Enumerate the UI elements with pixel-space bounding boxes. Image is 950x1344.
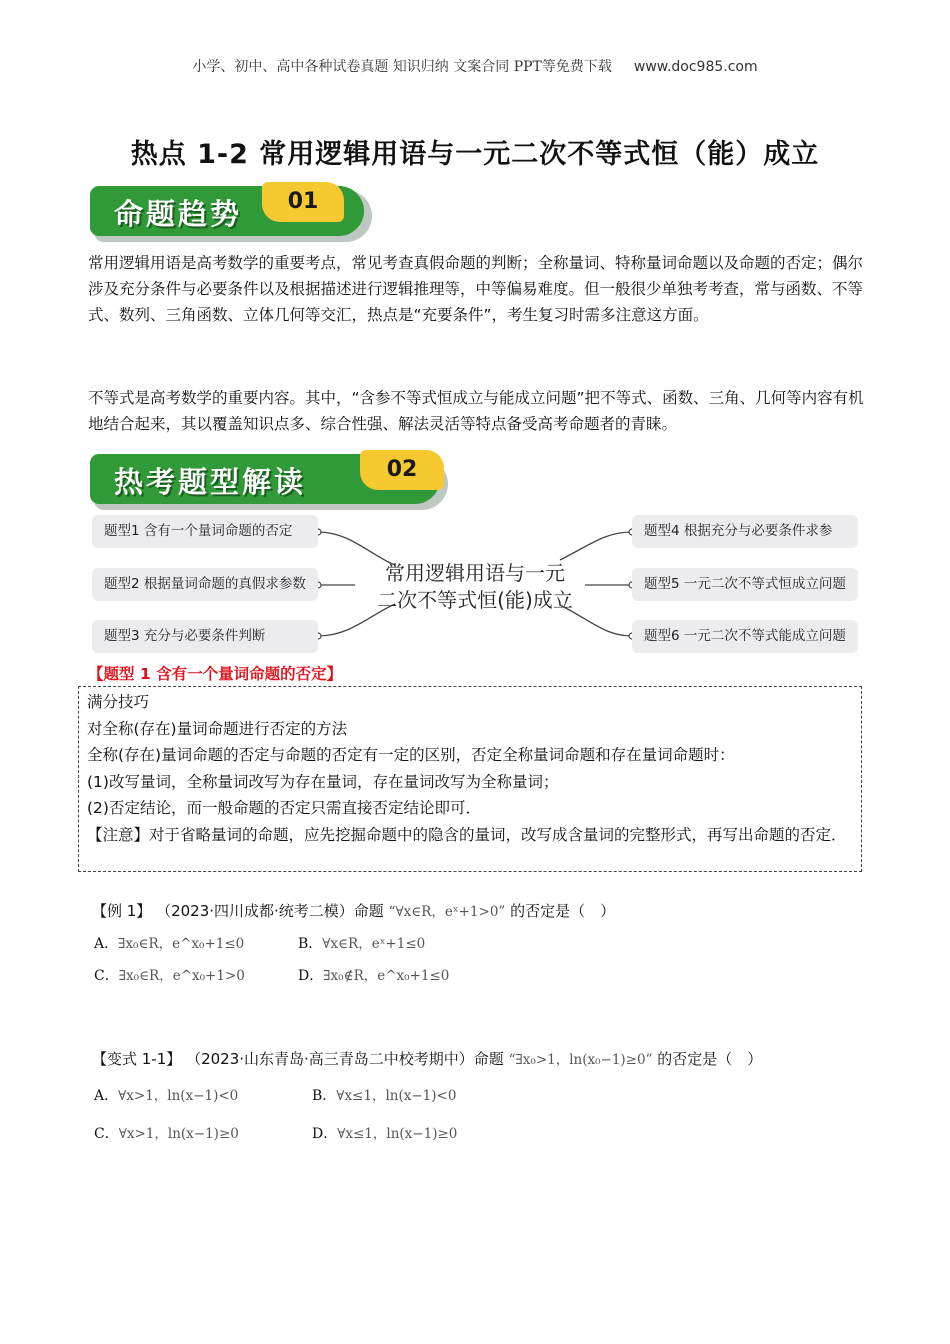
mindmap-node-type5: 题型5 一元二次不等式恒成立问题 [632, 568, 858, 601]
mindmap-node-type3: 题型3 充分与必要条件判断 [92, 620, 318, 653]
mindmap-node-type6: 题型6 一元二次不等式能成立问题 [632, 620, 858, 653]
tips-line: 对全称(存在)量词命题进行否定的方法 [87, 719, 348, 738]
variant1-option-c[interactable]: C．∀x>1，ln(x−1)≥0 [94, 1126, 239, 1142]
variant1-option-a[interactable]: A．∀x>1，ln(x−1)<0 [94, 1088, 239, 1104]
page-title: 热点 1-2 常用逻辑用语与一元二次不等式恒（能）成立 [130, 139, 820, 170]
intro-paragraph-2: 不等式是高考数学的重要内容。其中，“含参不等式恒成立与能成立问题”把不等式、函数、三角、几何等内容有机地结合起来，其以覆盖知识点多、综合性强、解法灵活等特点备受高考命题者的青睐。 [88, 389, 864, 433]
mindmap-node-type2: 题型2 根据量词命题的真假求参数 [92, 568, 318, 601]
banner-trend-label: 命题趋势 [114, 197, 243, 231]
variant1-tag: 【变式 1-1】 [92, 1050, 182, 1068]
example1-option-b[interactable]: B．∀x∈R，eˣ+1≤0 [298, 936, 426, 952]
mindmap-center-line2: 二次不等式恒(能)成立 [377, 588, 573, 612]
header-url[interactable]: www.doc985.com [633, 59, 758, 75]
variant1-option-b[interactable]: B．∀x≤1，ln(x−1)<0 [312, 1088, 457, 1104]
variant1-source: （2023·山东青岛·高三青岛二中校考期中）命题 [186, 1050, 504, 1068]
mindmap-center-line1: 常用逻辑用语与一元 [385, 561, 565, 585]
example1-option-d[interactable]: D．∃x₀∉R，e^x₀+1≤0 [298, 968, 450, 984]
tips-note: 【注意】对于省略量词的命题，应先挖掘命题中的隐含的量词，改写成含量词的完整形式，再写出命题的否定． [87, 825, 847, 844]
mindmap-center [360, 560, 590, 614]
banner-trend-number: 01 [262, 182, 344, 222]
section-heading-type1: 【题型 1 含有一个量词命题的否定】 [88, 665, 343, 683]
intro-paragraph-1: 常用逻辑用语是高考数学的重要考点，常见考查真假命题的判断；全称量词、特称量词命题以及命题的否定；偶尔涉及充分条件与必要条件以及根据描述进行逻辑推理等，中等偏易难度。但一般很少单独考考查，常与函数、不等式、数列、三角函数、立体几何等交汇，热点是“充要条件”，考生复习时需多注意这方面。 [88, 254, 864, 324]
example1-stem [92, 900, 615, 921]
tips-line: (1)改写量词，全称量词改写为存在量词，存在量词改写为全称量词； [87, 772, 559, 791]
variant1-option-d[interactable]: D．∀x≤1，ln(x−1)≥0 [312, 1126, 458, 1142]
example1-option-a[interactable]: A．∃x₀∈R，e^x₀+1≤0 [94, 936, 245, 952]
tips-line: 全称(存在)量词命题的否定与命题的否定有一定的区别，否定全称量词命题和存在量词命题时： [87, 746, 735, 764]
example1-suffix: 的否定是（ ） [510, 902, 616, 920]
banner-hot-types-number: 02 [360, 450, 444, 490]
variant1-proposition: “∃x₀>1，ln(x₀−1)≥0” [508, 1052, 653, 1068]
mindmap-node-type1: 题型1 含有一个量词命题的否定 [92, 515, 318, 548]
tips-title: 满分技巧 [87, 693, 150, 711]
mindmap-node-type4: 题型4 根据充分与必要条件求参 [632, 515, 858, 548]
example1-source: （2023·四川成都·统考二模）命题 [156, 902, 384, 920]
tips-line: (2)否定结论，而一般命题的否定只需直接否定结论即可． [87, 799, 481, 817]
variant1-stem [92, 1048, 762, 1069]
tips-box [78, 686, 862, 872]
header-text: 小学、初中、高中各种试卷真题 知识归纳 文案合同 PPT等免费下载 [192, 59, 612, 75]
example1-tag: 【例 1】 [92, 902, 152, 920]
banner-hot-types-label: 热考题型解读 [114, 465, 307, 499]
example1-proposition: “∀x∈R，eˣ+1>0” [388, 904, 506, 920]
variant1-suffix: 的否定是（ ） [657, 1050, 763, 1068]
example1-option-c[interactable]: C．∃x₀∈R，e^x₀+1>0 [94, 968, 245, 984]
